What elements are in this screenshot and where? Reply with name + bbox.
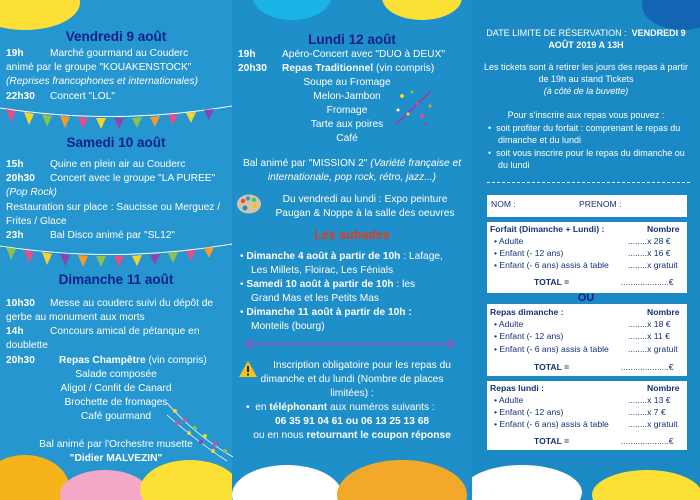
price-row-adult: • Adulte	[494, 319, 524, 329]
aubades-title: Les aubades	[314, 228, 390, 242]
saturday-food-line2: Frites / Glace	[6, 216, 67, 227]
nombre-header: Nombre	[647, 224, 680, 234]
friday-event-1: 19h Marché gourmand au Couderc	[6, 48, 189, 59]
price-row-adult: • Adulte	[494, 236, 524, 246]
monday-event-1: 19h Apéro-Concert avec "DUO à DEUX"	[238, 49, 445, 60]
decor-blob	[642, 0, 700, 30]
price-row-child12: • Enfant (- 12 ans)	[494, 248, 564, 258]
price-child12[interactable]: ........x 16 €	[628, 248, 671, 258]
aubade-item: • Dimanche 11 août à partir de 10h :	[240, 307, 412, 318]
monday-event-2: 20h30 Repas Traditionnel (vin compris)	[238, 63, 435, 74]
price-adult[interactable]: ........x 28 €	[628, 236, 671, 246]
sunday-event-2-desc: doublette	[6, 340, 48, 351]
monday-menu-item: Soupe au Fromage	[303, 77, 391, 88]
sunday-event-2: 14h Concours amical de pétanque en	[6, 326, 200, 337]
dimanche-form[interactable]	[487, 304, 687, 376]
monday-menu-item: Melon-Jambon	[313, 91, 381, 102]
decor-blob	[592, 470, 700, 500]
expo-line2: Paugan & Noppe à la salle des oeuvres	[275, 208, 455, 219]
decor-blob	[0, 0, 80, 30]
aubade-item-detail: Les Millets, Floirac, Les Fénials	[251, 265, 394, 276]
price-child6[interactable]: ........x gratuit	[628, 344, 678, 354]
name-box[interactable]	[487, 195, 687, 217]
friday-event-1-desc: animé par le groupe "KOUAKENSTOCK"	[6, 62, 192, 73]
saturday-event-2: 20h30 Concert avec le groupe "LA PUREE"	[6, 173, 216, 184]
total-value[interactable]: ....................€	[621, 277, 674, 287]
aubade-item: • Dimanche 4 août à partir de 10h : Lafage,	[240, 251, 443, 262]
option-1-line1: • soit profiter du forfait : comprenant le repas du	[488, 123, 681, 133]
price-row-child6: • Enfant (- 6 ans) assis à table	[494, 344, 609, 354]
nom-label: NOM :	[491, 199, 516, 209]
price-adult[interactable]: ........x 18 €	[628, 319, 671, 329]
deadline-line1: DATE LIMITE DE RÉSERVATION : VENDREDI 9	[486, 28, 686, 38]
decor-blob	[60, 470, 150, 500]
deadline-line2: AOÛT 2019 A 13H	[548, 40, 624, 50]
option-1-line2: dimanche et du lundi	[498, 135, 582, 145]
sunday-event-1-desc: gerbe au monument aux morts	[6, 312, 145, 323]
decor-blob	[337, 460, 467, 500]
lundi-title: Repas lundi :	[490, 383, 544, 393]
ou-separator: OU	[577, 292, 595, 304]
bunting-garland-icon	[0, 238, 232, 272]
sunday-event-1: 10h30 Messe au couderc suivi du dépôt de	[6, 298, 214, 309]
forfait-form[interactable]	[487, 222, 687, 293]
prenom-label: PRENOM :	[579, 199, 622, 209]
how-title: Pour s'inscrire aux repas vous pouvez :	[507, 110, 665, 120]
sunday-menu-item: Salade composée	[75, 369, 157, 380]
paint-palette-icon	[236, 193, 262, 215]
total-value[interactable]: ....................€	[621, 436, 674, 446]
inscription-line3: limitées) :	[330, 388, 374, 399]
saturday-title: Samedi 10 août	[66, 135, 166, 150]
total-value[interactable]: ....................€	[621, 362, 674, 372]
monday-title: Lundi 12 août	[308, 32, 396, 47]
price-row-child12: • Enfant (- 12 ans)	[494, 407, 564, 417]
dimanche-title: Repas dimanche :	[490, 307, 564, 317]
price-child12[interactable]: ........x 7 €	[628, 407, 666, 417]
divider-arrow-icon	[238, 337, 462, 351]
inscription-phone-intro: • en téléphonant aux numéros suivants :	[246, 402, 435, 413]
decor-blob	[472, 465, 582, 500]
sunday-event-3: 20h30 Repas Champêtre (vin compris)	[6, 355, 207, 366]
bunting-garland-icon	[0, 100, 232, 134]
inscription-line2: dimanche et du lundi (Nombre de places	[260, 374, 444, 385]
tickets-line3: (à côté de la buvette)	[543, 86, 629, 96]
lundi-form[interactable]	[487, 381, 687, 450]
nombre-header: Nombre	[647, 383, 680, 393]
decor-blob	[252, 0, 332, 20]
sunday-menu-item: Aligot / Confit de Canard	[60, 383, 172, 394]
inscription-line1: Inscription obligatoire pour les repas du	[273, 360, 451, 371]
friday-event-1-genre: (Reprises francophones et internationales)	[6, 76, 198, 87]
friday-event-2: 22h30 Concert "LOL"	[6, 91, 115, 102]
aubade-item: • Samedi 10 août à partir de 10h : les	[240, 279, 416, 290]
nombre-header: Nombre	[647, 307, 680, 317]
monday-bal-line2: internationale, pop rock, rétro, jazz...)	[267, 172, 437, 183]
total-label: TOTAL =	[534, 277, 570, 287]
monday-menu-item: Fromage	[326, 105, 368, 116]
sunday-menu-item: Brochette de fromages	[64, 397, 168, 408]
saturday-event-4: 23h Bal Disco animé par "SL12"	[6, 230, 176, 241]
tickets-line1: Les tickets sont à retirer les jours des repas à partir	[483, 62, 689, 72]
monday-menu-item: Tarte aux poires	[310, 119, 384, 130]
price-child6[interactable]: ........x gratuit	[628, 260, 678, 270]
price-row-adult: • Adulte	[494, 395, 524, 405]
phone-numbers: 06 35 91 04 61 ou 06 13 25 13 68	[274, 416, 430, 427]
price-child12[interactable]: ........x 11 €	[628, 331, 670, 341]
price-row-child6: • Enfant (- 6 ans) assis à table	[494, 260, 609, 270]
price-child6[interactable]: ........x gratuit	[628, 419, 678, 429]
sunday-title: Dimanche 11 août	[58, 272, 174, 287]
decor-blob	[140, 460, 232, 500]
decor-blob	[232, 465, 342, 500]
price-row-child12: • Enfant (- 12 ans)	[494, 331, 564, 341]
option-2-line1: • soit vous inscrire pour le repas du dimanche ou	[488, 148, 685, 158]
friday-title: Vendredi 9 août	[65, 29, 167, 44]
expo-line1: Du vendredi au lundi : Expo peinture	[282, 194, 448, 205]
forfait-title: Forfait (Dimanche + Lundi) :	[490, 224, 605, 234]
monday-menu-item: Café	[336, 133, 358, 144]
sunday-bal-line1: Bal animé par l'Orchestre musette	[39, 439, 193, 450]
saturday-food-line1: Restauration sur place : Saucisse ou Merguez /	[6, 202, 221, 213]
confetti-icon	[392, 86, 436, 130]
option-2-line2: du lundi	[498, 160, 530, 170]
aubade-item-detail: Monteils (bourg)	[251, 321, 325, 332]
sunday-menu-item: Café gourmand	[80, 411, 152, 422]
decor-blob	[382, 0, 462, 20]
price-row-child6: • Enfant (- 6 ans) assis à table	[494, 419, 609, 429]
price-adult[interactable]: ........x 13 €	[628, 395, 671, 405]
saturday-event-2-genre: (Pop Rock)	[6, 187, 57, 198]
inscription-coupon: ou en nous retournant le coupon réponse	[253, 430, 451, 441]
tickets-line2: de 19h au stand Tickets	[538, 74, 634, 84]
saturday-event-1: 15h Quine en plein air au Couderc	[6, 159, 186, 170]
aubade-item-detail: Grand Mas et les Petits Mas	[251, 293, 379, 304]
total-label: TOTAL =	[534, 362, 570, 372]
cut-line	[487, 182, 690, 183]
sunday-bal-line2: "Didier MALVEZIN"	[69, 453, 163, 464]
total-label: TOTAL =	[534, 436, 570, 446]
monday-bal-line1: Bal animé par "MISSION 2" (Variété française et	[242, 158, 462, 169]
